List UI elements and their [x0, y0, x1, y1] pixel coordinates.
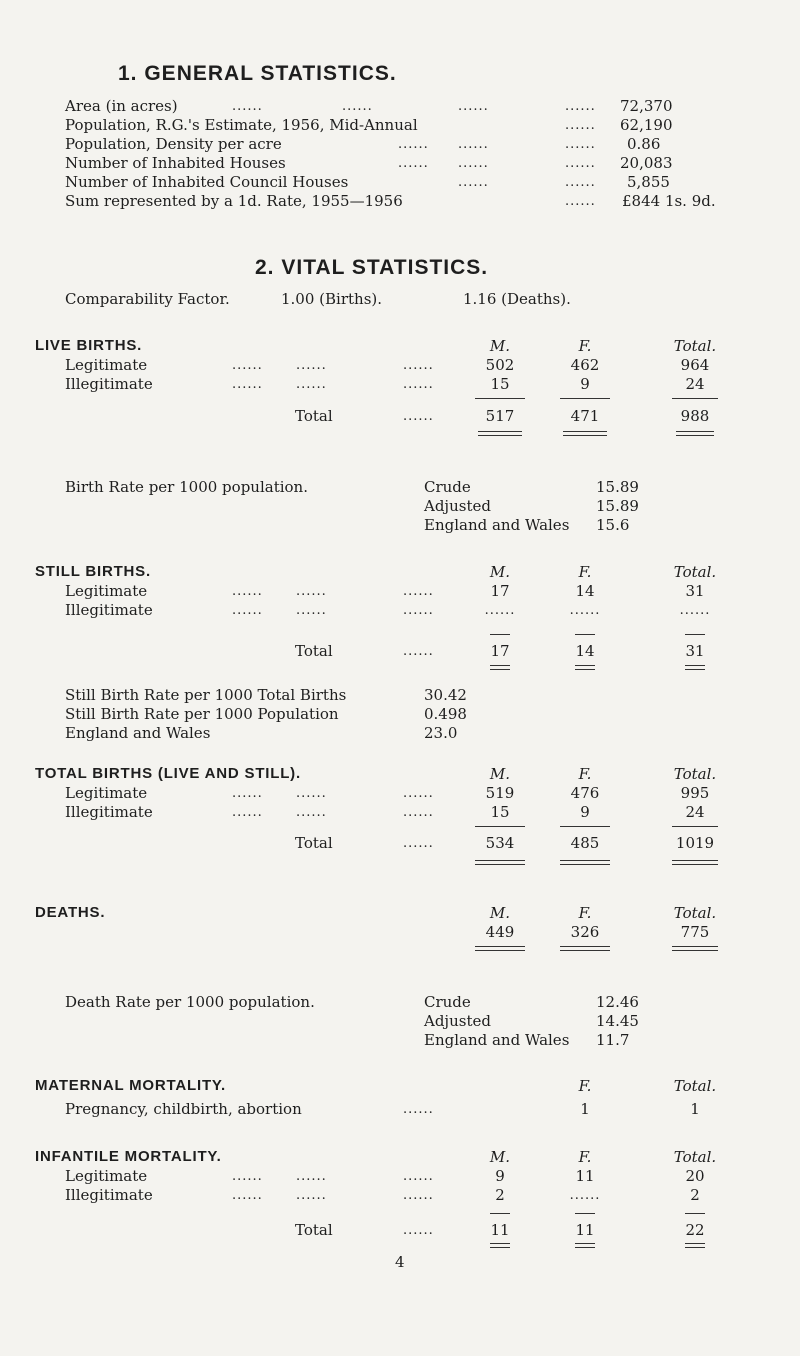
dot-leader: ...... [403, 584, 434, 599]
sum-rule [490, 1213, 510, 1214]
double-rule [475, 860, 525, 865]
row-label: Total [295, 407, 333, 425]
infantile-mortality-heading: INFANTILE MORTALITY. [35, 1148, 222, 1165]
row-label: Total [295, 1221, 333, 1239]
dot-leader: ...... [458, 137, 489, 152]
cell-f: 485 [570, 834, 600, 852]
cell-total: 775 [680, 923, 710, 941]
row-label: Illegitimate [65, 1186, 153, 1204]
adjusted-label: Adjusted [424, 497, 491, 515]
england-wales-value: 15.6 [596, 516, 630, 534]
general-row-label: Number of Inhabited Houses [65, 154, 286, 172]
cell-f: 11 [575, 1167, 595, 1185]
cell-f: 9 [580, 803, 590, 821]
sum-rule [685, 1213, 705, 1214]
dot-leader: ...... [403, 358, 434, 373]
dot-leader: ...... [565, 99, 596, 114]
cell-total: 2 [690, 1186, 700, 1204]
sum-rule [575, 634, 595, 635]
double-rule [672, 946, 718, 951]
cell-total: 988 [680, 407, 710, 425]
dot-leader: ...... [458, 99, 489, 114]
dot-leader: ...... [565, 175, 596, 190]
still-rate-value: 0.498 [424, 705, 467, 723]
column-total-header: Total. [673, 1148, 717, 1166]
sum-rule [490, 634, 510, 635]
cell-total: 20 [685, 1167, 705, 1185]
dot-leader: ...... [398, 137, 429, 152]
dot-leader: ...... [342, 99, 373, 114]
dot-leader: ...... [296, 584, 327, 599]
general-row-label: Population, Density per acre [65, 135, 282, 153]
england-wales-value: 11.7 [596, 1031, 630, 1049]
cell-m: 517 [485, 407, 515, 425]
row-label: Legitimate [65, 582, 148, 600]
cell-f: 1 [580, 1100, 590, 1118]
double-rule [475, 946, 525, 951]
england-wales-label: England and Wales [424, 1031, 570, 1049]
death-rate-label: Death Rate per 1000 population. [65, 993, 315, 1011]
column-total-header: Total. [673, 1077, 717, 1095]
row-label: Illegitimate [65, 803, 153, 821]
dot-leader: ...... [296, 1188, 327, 1203]
column-total-header: Total. [673, 904, 717, 922]
cell-m: 519 [485, 784, 515, 802]
dot-leader: ...... [403, 805, 434, 820]
column-f-header: F. [578, 904, 592, 922]
cell-f: ...... [569, 603, 601, 618]
cell-m: 534 [485, 834, 515, 852]
column-total-header: Total. [673, 765, 717, 783]
still-births-heading: STILL BIRTHS. [35, 563, 151, 580]
dot-leader: ...... [565, 156, 596, 171]
maternal-mortality-heading: MATERNAL MORTALITY. [35, 1077, 227, 1094]
cell-m: 2 [495, 1186, 505, 1204]
general-row-label: Number of Inhabited Council Houses [65, 173, 349, 191]
column-f-header: F. [578, 765, 592, 783]
double-rule [676, 431, 714, 436]
cell-total: 31 [685, 642, 705, 660]
still-rate-value: 30.42 [424, 686, 467, 704]
column-m-header: M. [489, 337, 511, 355]
general-row-label: Population, R.G.'s Estimate, 1956, Mid-Annual [65, 116, 418, 134]
sum-rule [560, 826, 610, 827]
dot-leader: ...... [403, 836, 434, 851]
column-total-header: Total. [673, 563, 717, 581]
still-rate-value: 23.0 [424, 724, 458, 742]
general-row-label: Sum represented by a 1d. Rate, 1955—1956 [65, 192, 403, 210]
double-rule [490, 665, 510, 670]
cell-total: ...... [679, 603, 711, 618]
still-rate-label: Still Birth Rate per 1000 Population [65, 705, 339, 723]
cell-f: ...... [569, 1188, 601, 1203]
dot-leader: ...... [296, 377, 327, 392]
sum-rule [475, 398, 525, 399]
general-row-value: 0.86 [627, 135, 661, 153]
deaths-heading: DEATHS. [35, 904, 106, 921]
cell-total: 964 [680, 356, 710, 374]
sum-rule [560, 398, 610, 399]
total-births-heading: TOTAL BIRTHS (LIVE AND STILL). [35, 765, 301, 782]
dot-leader: ...... [565, 118, 596, 133]
dot-leader: ...... [565, 194, 596, 209]
cell-f: 9 [580, 375, 590, 393]
dot-leader: ...... [403, 377, 434, 392]
cell-f: 11 [575, 1221, 595, 1239]
england-wales-label: England and Wales [424, 516, 570, 534]
double-rule [560, 860, 610, 865]
dot-leader: ...... [398, 156, 429, 171]
double-rule [575, 665, 595, 670]
page-number: 4 [395, 1253, 405, 1271]
dot-leader: ...... [296, 358, 327, 373]
dot-leader: ...... [403, 1102, 434, 1117]
general-row-value: 5,855 [627, 173, 670, 191]
cell-m: 449 [485, 923, 515, 941]
double-rule [672, 860, 718, 865]
cell-m: 9 [495, 1167, 505, 1185]
still-rate-label: England and Wales [65, 724, 211, 742]
dot-leader: ...... [232, 1169, 263, 1184]
double-rule [490, 1243, 510, 1248]
dot-leader: ...... [458, 175, 489, 190]
row-label: Legitimate [65, 356, 148, 374]
vital-statistics-heading: 2. VITAL STATISTICS. [255, 256, 489, 279]
dot-leader: ...... [403, 786, 434, 801]
live-births-heading: LIVE BIRTHS. [35, 337, 143, 354]
double-rule [560, 946, 610, 951]
dot-leader: ...... [232, 377, 263, 392]
sum-rule [475, 826, 525, 827]
general-statistics-heading: 1. GENERAL STATISTICS. [118, 62, 397, 85]
dot-leader: ...... [296, 1169, 327, 1184]
row-label: Total [295, 834, 333, 852]
comparability-deaths: 1.16 (Deaths). [463, 290, 571, 308]
row-label: Illegitimate [65, 375, 153, 393]
general-row-value: 62,190 [620, 116, 673, 134]
row-label: Pregnancy, childbirth, abortion [65, 1100, 302, 1118]
general-row-value: 72,370 [620, 97, 673, 115]
column-f-header: F. [578, 563, 592, 581]
row-label: Legitimate [65, 784, 148, 802]
dot-leader: ...... [232, 603, 263, 618]
cell-m: 17 [490, 642, 510, 660]
comparability-births: 1.00 (Births). [281, 290, 383, 308]
row-label: Legitimate [65, 1167, 148, 1185]
column-f-header: F. [578, 1077, 592, 1095]
cell-total: 995 [680, 784, 710, 802]
general-row-label: Area (in acres) [65, 97, 178, 115]
dot-leader: ...... [232, 584, 263, 599]
general-row-value: £844 1s. 9d. [622, 192, 716, 210]
cell-total: 31 [685, 582, 705, 600]
dot-leader: ...... [296, 603, 327, 618]
cell-f: 326 [570, 923, 600, 941]
column-m-header: M. [489, 904, 511, 922]
cell-f: 471 [570, 407, 600, 425]
dot-leader: ...... [232, 786, 263, 801]
cell-total: 1019 [675, 834, 715, 852]
crude-value: 12.46 [596, 993, 639, 1011]
still-rate-label: Still Birth Rate per 1000 Total Births [65, 686, 347, 704]
dot-leader: ...... [403, 1169, 434, 1184]
sum-rule [672, 826, 718, 827]
cell-m: 17 [490, 582, 510, 600]
double-rule [685, 1243, 705, 1248]
dot-leader: ...... [296, 786, 327, 801]
column-m-header: M. [489, 1148, 511, 1166]
adjusted-value: 14.45 [596, 1012, 639, 1030]
cell-total: 24 [685, 375, 705, 393]
cell-f: 14 [575, 642, 595, 660]
dot-leader: ...... [403, 644, 434, 659]
crude-value: 15.89 [596, 478, 639, 496]
adjusted-label: Adjusted [424, 1012, 491, 1030]
cell-m: 15 [490, 803, 510, 821]
dot-leader: ...... [232, 805, 263, 820]
comparability-label: Comparability Factor. [65, 290, 230, 308]
adjusted-value: 15.89 [596, 497, 639, 515]
double-rule [685, 665, 705, 670]
column-m-header: M. [489, 765, 511, 783]
dot-leader: ...... [296, 805, 327, 820]
cell-f: 462 [570, 356, 600, 374]
dot-leader: ...... [232, 358, 263, 373]
cell-m: 15 [490, 375, 510, 393]
dot-leader: ...... [232, 99, 263, 114]
double-rule [575, 1243, 595, 1248]
dot-leader: ...... [232, 1188, 263, 1203]
crude-label: Crude [424, 993, 471, 1011]
cell-f: 476 [570, 784, 600, 802]
cell-m: 11 [490, 1221, 510, 1239]
column-m-header: M. [489, 563, 511, 581]
general-row-value: 20,083 [620, 154, 673, 172]
dot-leader: ...... [403, 409, 434, 424]
birth-rate-label: Birth Rate per 1000 population. [65, 478, 308, 496]
dot-leader: ...... [458, 156, 489, 171]
cell-total: 1 [690, 1100, 700, 1118]
row-label: Illegitimate [65, 601, 153, 619]
cell-total: 24 [685, 803, 705, 821]
cell-total: 22 [685, 1221, 705, 1239]
crude-label: Crude [424, 478, 471, 496]
row-label: Total [295, 642, 333, 660]
double-rule [563, 431, 607, 436]
cell-m: 502 [485, 356, 515, 374]
sum-rule [575, 1213, 595, 1214]
column-total-header: Total. [673, 337, 717, 355]
dot-leader: ...... [565, 137, 596, 152]
double-rule [478, 431, 522, 436]
cell-f: 14 [575, 582, 595, 600]
column-f-header: F. [578, 1148, 592, 1166]
dot-leader: ...... [403, 1223, 434, 1238]
sum-rule [685, 634, 705, 635]
column-f-header: F. [578, 337, 592, 355]
dot-leader: ...... [403, 1188, 434, 1203]
dot-leader: ...... [403, 603, 434, 618]
sum-rule [672, 398, 718, 399]
cell-m: ...... [484, 603, 516, 618]
